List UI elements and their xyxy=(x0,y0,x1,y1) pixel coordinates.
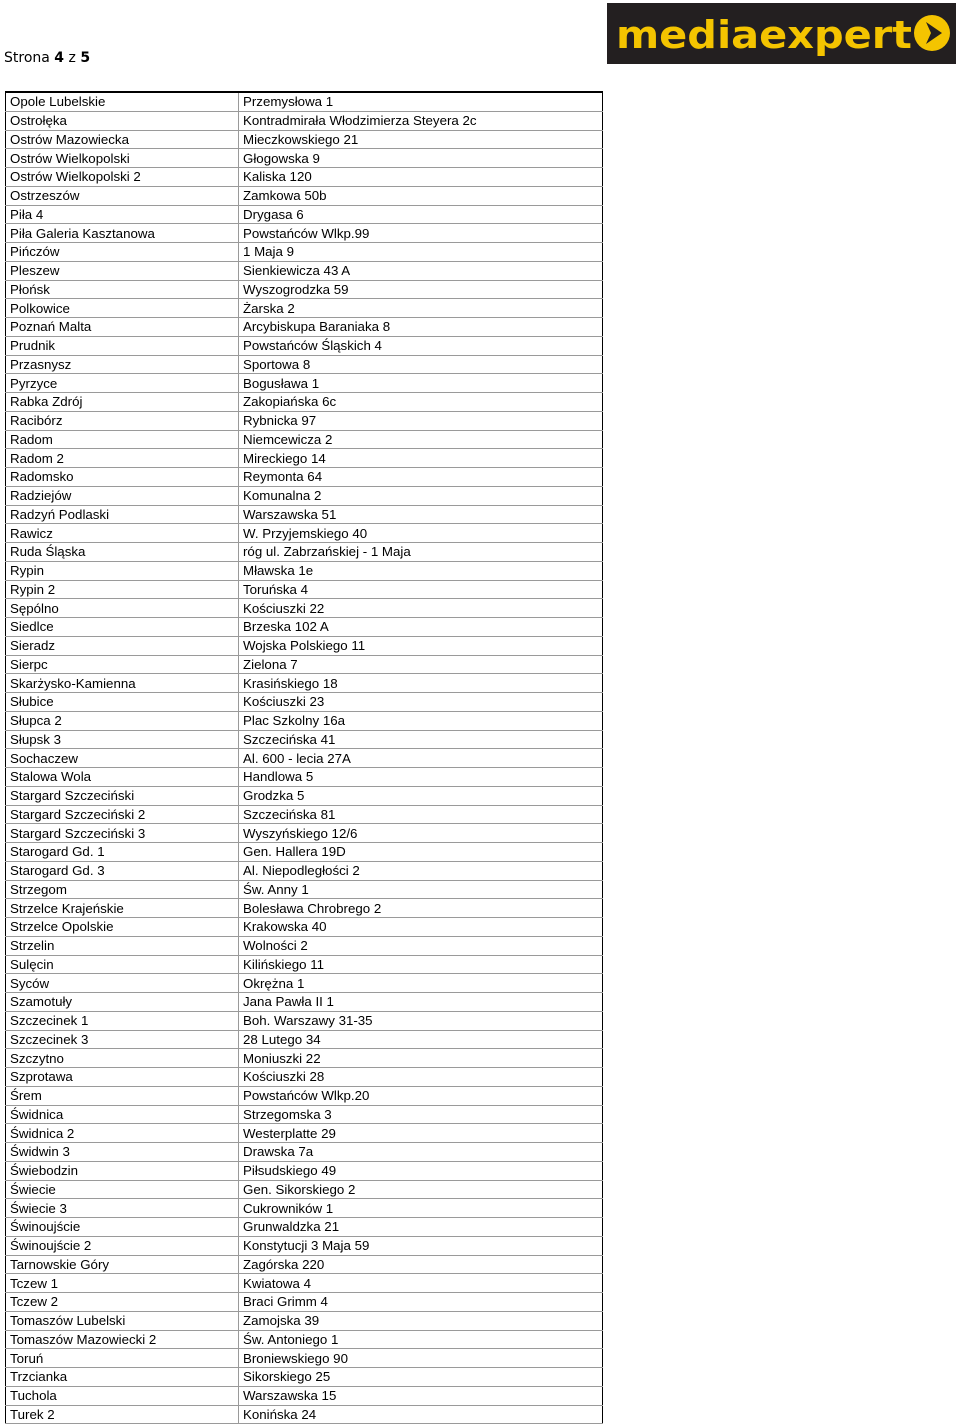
store-address-cell: Toruńska 4 xyxy=(239,580,603,599)
table-row xyxy=(6,918,603,937)
store-city-cell: Opole Lubelskie xyxy=(6,92,239,111)
table-row xyxy=(6,955,603,974)
table-row xyxy=(6,1180,603,1199)
store-city-cell: Ostrzeszów xyxy=(6,186,239,205)
store-address-cell: Zagórska 220 xyxy=(239,1255,603,1274)
store-address-cell: Kościuszki 28 xyxy=(239,1068,603,1087)
store-address-cell: Szczecińska 41 xyxy=(239,730,603,749)
table-row xyxy=(6,1086,603,1105)
table-row xyxy=(6,749,603,768)
table-row xyxy=(6,993,603,1012)
table-row xyxy=(6,730,603,749)
store-city-cell: Ostrów Mazowiecka xyxy=(6,130,239,149)
table-row xyxy=(6,524,603,543)
store-address-cell: Kaliska 120 xyxy=(239,168,603,187)
store-address-cell: Konińska 24 xyxy=(239,1405,603,1424)
table-row xyxy=(6,711,603,730)
store-address-cell: Okrężna 1 xyxy=(239,974,603,993)
store-city-cell: Śrem xyxy=(6,1086,239,1105)
store-city-cell: Stargard Szczeciński 3 xyxy=(6,824,239,843)
table-row xyxy=(6,430,603,449)
store-city-cell: Sieradz xyxy=(6,636,239,655)
table-row xyxy=(6,92,603,111)
store-city-cell: Szczytno xyxy=(6,1049,239,1068)
store-address-cell: Powstańców Wlkp.99 xyxy=(239,224,603,243)
store-city-cell: Słubice xyxy=(6,693,239,712)
store-address-cell: Krakowska 40 xyxy=(239,918,603,937)
store-address-cell: Gen. Sikorskiego 2 xyxy=(239,1180,603,1199)
store-address-cell: Wojska Polskiego 11 xyxy=(239,636,603,655)
table-row xyxy=(6,1030,603,1049)
store-address-cell: Głogowska 9 xyxy=(239,149,603,168)
table-row xyxy=(6,486,603,505)
store-address-cell: Bogusława 1 xyxy=(239,374,603,393)
store-address-cell: Kościuszki 22 xyxy=(239,599,603,618)
store-address-cell: Przemysłowa 1 xyxy=(239,92,603,111)
table-row xyxy=(6,318,603,337)
table-row xyxy=(6,243,603,262)
store-address-cell: Powstańców Wlkp.20 xyxy=(239,1086,603,1105)
table-row xyxy=(6,655,603,674)
store-address-cell: Mławska 1e xyxy=(239,561,603,580)
store-address-cell: Kwiatowa 4 xyxy=(239,1274,603,1293)
table-row xyxy=(6,1386,603,1405)
table-row xyxy=(6,974,603,993)
store-address-cell: Westerplatte 29 xyxy=(239,1124,603,1143)
table-row xyxy=(6,336,603,355)
table-row xyxy=(6,1311,603,1330)
store-city-cell: Strzelin xyxy=(6,936,239,955)
store-address-cell: Warszawska 51 xyxy=(239,505,603,524)
table-row xyxy=(6,393,603,412)
table-row xyxy=(6,1349,603,1368)
table-row xyxy=(6,786,603,805)
store-city-cell: Starogard Gd. 3 xyxy=(6,861,239,880)
table-row xyxy=(6,599,603,618)
store-address-cell: Św. Anny 1 xyxy=(239,880,603,899)
store-address-cell: Mieczkowskiego 21 xyxy=(239,130,603,149)
table-row xyxy=(6,1049,603,1068)
store-city-cell: Tczew 1 xyxy=(6,1274,239,1293)
store-city-cell: Strzelce Krajeńskie xyxy=(6,899,239,918)
store-address-cell: W. Przyjemskiego 40 xyxy=(239,524,603,543)
store-city-cell: Poznań Malta xyxy=(6,318,239,337)
store-city-cell: Rabka Zdrój xyxy=(6,393,239,412)
table-row xyxy=(6,1236,603,1255)
store-address-cell: Drygasa 6 xyxy=(239,205,603,224)
table-row xyxy=(6,355,603,374)
store-city-cell: Świnoujście 2 xyxy=(6,1236,239,1255)
store-city-cell: Rypin xyxy=(6,561,239,580)
store-address-cell: Broniewskiego 90 xyxy=(239,1349,603,1368)
store-address-cell: Warszawska 15 xyxy=(239,1386,603,1405)
store-address-cell: Gen. Hallera 19D xyxy=(239,843,603,862)
total-pages-number: 5 xyxy=(80,50,91,66)
store-address-cell: Wyszyńskiego 12/6 xyxy=(239,824,603,843)
store-city-cell: Świebodzin xyxy=(6,1161,239,1180)
store-city-cell: Ostrołęka xyxy=(6,111,239,130)
store-address-cell: Szczecińska 81 xyxy=(239,805,603,824)
store-address-cell: 28 Lutego 34 xyxy=(239,1030,603,1049)
store-address-cell: Sportowa 8 xyxy=(239,355,603,374)
table-row xyxy=(6,1124,603,1143)
store-city-cell: Sulęcin xyxy=(6,955,239,974)
store-address-cell: Kontradmirała Włodzimierza Steyera 2c xyxy=(239,111,603,130)
store-address-cell: róg ul. Zabrzańskiej - 1 Maja xyxy=(239,543,603,562)
store-city-cell: Świnoujście xyxy=(6,1218,239,1237)
store-city-cell: Tuchola xyxy=(6,1386,239,1405)
store-city-cell: Pyrzyce xyxy=(6,374,239,393)
store-address-cell: Grodzka 5 xyxy=(239,786,603,805)
store-city-cell: Przasnysz xyxy=(6,355,239,374)
table-row xyxy=(6,880,603,899)
table-row xyxy=(6,1161,603,1180)
current-page-number: 4 xyxy=(54,50,65,66)
table-row xyxy=(6,411,603,430)
table-row xyxy=(6,636,603,655)
store-city-cell: Prudnik xyxy=(6,336,239,355)
store-address-cell: Konstytucji 3 Maja 59 xyxy=(239,1236,603,1255)
table-row xyxy=(6,261,603,280)
store-city-cell: Tomaszów Mazowiecki 2 xyxy=(6,1330,239,1349)
store-list-table xyxy=(5,91,603,1424)
store-address-cell: Mireckiego 14 xyxy=(239,449,603,468)
store-city-cell: Strzelce Opolskie xyxy=(6,918,239,937)
store-address-cell: Św. Antoniego 1 xyxy=(239,1330,603,1349)
play-arrow-icon xyxy=(914,15,950,51)
table-row xyxy=(6,1274,603,1293)
store-address-cell: Drawska 7a xyxy=(239,1143,603,1162)
table-row xyxy=(6,224,603,243)
table-row xyxy=(6,580,603,599)
store-address-cell: Cukrowników 1 xyxy=(239,1199,603,1218)
store-address-cell: Sienkiewicza 43 A xyxy=(239,261,603,280)
store-address-cell: Rybnicka 97 xyxy=(239,411,603,430)
table-row xyxy=(6,468,603,487)
store-city-cell: Tczew 2 xyxy=(6,1293,239,1312)
store-address-cell: Sikorskiego 25 xyxy=(239,1368,603,1387)
table-row xyxy=(6,1011,603,1030)
store-city-cell: Radom xyxy=(6,430,239,449)
page-indicator xyxy=(4,50,90,66)
table-row xyxy=(6,861,603,880)
table-row xyxy=(6,299,603,318)
store-address-cell: Powstańców Śląskich 4 xyxy=(239,336,603,355)
table-row xyxy=(6,280,603,299)
table-row xyxy=(6,1368,603,1387)
store-address-cell: Żarska 2 xyxy=(239,299,603,318)
table-row xyxy=(6,693,603,712)
store-city-cell: Siedlce xyxy=(6,618,239,637)
store-city-cell: Pińczów xyxy=(6,243,239,262)
store-city-cell: Radom 2 xyxy=(6,449,239,468)
store-city-cell: Tomaszów Lubelski xyxy=(6,1311,239,1330)
store-city-cell: Pleszew xyxy=(6,261,239,280)
table-row xyxy=(6,899,603,918)
page-separator: z xyxy=(68,50,76,66)
table-row xyxy=(6,1199,603,1218)
store-city-cell: Syców xyxy=(6,974,239,993)
store-city-cell: Starogard Gd. 1 xyxy=(6,843,239,862)
store-address-cell: Arcybiskupa Baraniaka 8 xyxy=(239,318,603,337)
table-row xyxy=(6,1330,603,1349)
table-row xyxy=(6,674,603,693)
table-row xyxy=(6,205,603,224)
store-city-cell: Piła 4 xyxy=(6,205,239,224)
store-city-cell: Skarżysko-Kamienna xyxy=(6,674,239,693)
store-address-cell: Strzegomska 3 xyxy=(239,1105,603,1124)
store-address-cell: Al. 600 - lecia 27A xyxy=(239,749,603,768)
logo-wordmark: mediaexpert xyxy=(616,13,912,57)
table-row xyxy=(6,1105,603,1124)
store-city-cell: Ostrów Wielkopolski xyxy=(6,149,239,168)
store-address-cell: Piłsudskiego 49 xyxy=(239,1161,603,1180)
table-row xyxy=(6,505,603,524)
table-row xyxy=(6,543,603,562)
store-list-body xyxy=(6,92,603,1424)
store-city-cell: Radzyń Podlaski xyxy=(6,505,239,524)
table-row xyxy=(6,1068,603,1087)
store-city-cell: Toruń xyxy=(6,1349,239,1368)
store-city-cell: Piła Galeria Kasztanowa xyxy=(6,224,239,243)
store-address-cell: Handlowa 5 xyxy=(239,768,603,787)
store-address-cell: Komunalna 2 xyxy=(239,486,603,505)
table-row xyxy=(6,805,603,824)
store-city-cell: Strzegom xyxy=(6,880,239,899)
store-city-cell: Radomsko xyxy=(6,468,239,487)
store-address-cell: Zakopiańska 6c xyxy=(239,393,603,412)
store-city-cell: Świecie xyxy=(6,1180,239,1199)
store-address-cell: Wolności 2 xyxy=(239,936,603,955)
store-address-cell: Moniuszki 22 xyxy=(239,1049,603,1068)
store-address-cell: 1 Maja 9 xyxy=(239,243,603,262)
table-row xyxy=(6,374,603,393)
store-address-cell: Braci Grimm 4 xyxy=(239,1293,603,1312)
store-address-cell: Bolesława Chrobrego 2 xyxy=(239,899,603,918)
table-row xyxy=(6,843,603,862)
table-row xyxy=(6,1405,603,1424)
store-city-cell: Płońsk xyxy=(6,280,239,299)
store-city-cell: Sierpc xyxy=(6,655,239,674)
store-address-cell: Zamojska 39 xyxy=(239,1311,603,1330)
store-city-cell: Słupca 2 xyxy=(6,711,239,730)
store-city-cell: Szczecinek 3 xyxy=(6,1030,239,1049)
store-address-cell: Grunwaldzka 21 xyxy=(239,1218,603,1237)
store-address-cell: Jana Pawła II 1 xyxy=(239,993,603,1012)
table-row xyxy=(6,149,603,168)
store-city-cell: Stargard Szczeciński 2 xyxy=(6,805,239,824)
table-row xyxy=(6,168,603,187)
store-city-cell: Sępólno xyxy=(6,599,239,618)
page-prefix: Strona xyxy=(4,50,50,66)
table-row xyxy=(6,618,603,637)
store-city-cell: Świdnica xyxy=(6,1105,239,1124)
table-row xyxy=(6,130,603,149)
store-address-cell: Kilińskiego 11 xyxy=(239,955,603,974)
store-city-cell: Rawicz xyxy=(6,524,239,543)
store-city-cell: Świdwin 3 xyxy=(6,1143,239,1162)
store-city-cell: Sochaczew xyxy=(6,749,239,768)
store-city-cell: Świdnica 2 xyxy=(6,1124,239,1143)
store-city-cell: Świecie 3 xyxy=(6,1199,239,1218)
store-city-cell: Radziejów xyxy=(6,486,239,505)
store-address-cell: Zamkowa 50b xyxy=(239,186,603,205)
store-address-cell: Boh. Warszawy 31-35 xyxy=(239,1011,603,1030)
store-city-cell: Ostrów Wielkopolski 2 xyxy=(6,168,239,187)
store-city-cell: Szprotawa xyxy=(6,1068,239,1087)
table-row xyxy=(6,768,603,787)
store-city-cell: Tarnowskie Góry xyxy=(6,1255,239,1274)
store-city-cell: Stalowa Wola xyxy=(6,768,239,787)
table-row xyxy=(6,1218,603,1237)
store-address-cell: Reymonta 64 xyxy=(239,468,603,487)
store-city-cell: Trzcianka xyxy=(6,1368,239,1387)
store-city-cell: Ruda Śląska xyxy=(6,543,239,562)
store-city-cell: Stargard Szczeciński xyxy=(6,786,239,805)
table-row xyxy=(6,1255,603,1274)
table-row xyxy=(6,561,603,580)
store-city-cell: Szczecinek 1 xyxy=(6,1011,239,1030)
store-address-cell: Krasińskiego 18 xyxy=(239,674,603,693)
table-row xyxy=(6,936,603,955)
store-city-cell: Rypin 2 xyxy=(6,580,239,599)
store-city-cell: Turek 2 xyxy=(6,1405,239,1424)
store-city-cell: Szamotuły xyxy=(6,993,239,1012)
table-row xyxy=(6,449,603,468)
store-address-cell: Kościuszki 23 xyxy=(239,693,603,712)
table-row xyxy=(6,1143,603,1162)
store-address-cell: Plac Szkolny 16a xyxy=(239,711,603,730)
table-row xyxy=(6,111,603,130)
store-address-cell: Niemcewicza 2 xyxy=(239,430,603,449)
store-address-cell: Al. Niepodległości 2 xyxy=(239,861,603,880)
table-row xyxy=(6,186,603,205)
store-city-cell: Słupsk 3 xyxy=(6,730,239,749)
table-row xyxy=(6,824,603,843)
store-address-cell: Brzeska 102 A xyxy=(239,618,603,637)
table-row xyxy=(6,1293,603,1312)
store-address-cell: Wyszogrodzka 59 xyxy=(239,280,603,299)
store-address-cell: Zielona 7 xyxy=(239,655,603,674)
mediaexpert-logo xyxy=(607,3,956,64)
store-city-cell: Polkowice xyxy=(6,299,239,318)
store-city-cell: Racibórz xyxy=(6,411,239,430)
